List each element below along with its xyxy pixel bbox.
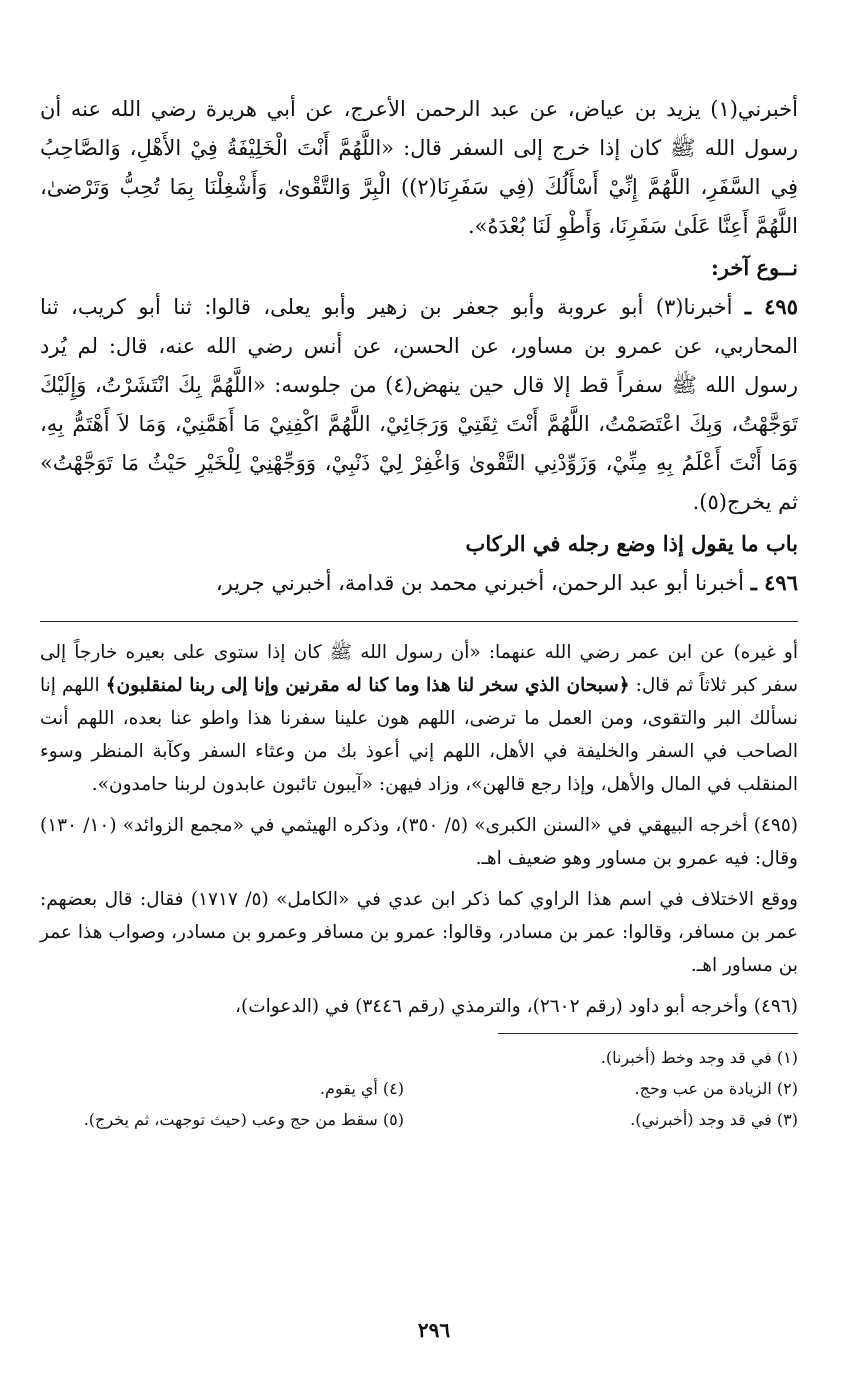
note-text: اللهم إنا نسألك البر والتقوى، ومن العمل ما ترضى، اللهم هون علينا سفرنا هذا واطو عنا بعده، اللهم أنت الصاحب في السفر والخليفة في الأهل، اللهم إني أعوذ بك من وعثاء السفر وكآبة المنظر وسوء المنقلب في المال والأهل، وإذا رجع قالهن»، وزاد فيهن: «آيبون تائبون عابدون لربنا حامدون». bbox=[40, 675, 798, 795]
commentary-notes bbox=[40, 636, 798, 1023]
hadith-495 bbox=[40, 287, 798, 522]
note-495-extra: ووقع الاختلاف في اسم هذا الراوي كما ذكر ابن عدي في «الكامل» (٥/ ١٧١٧) فقال: قال بعضهم: عمر بن مسافر، وقالوا: عمر بن مسادر، وقالوا: عمرو بن مسافر وعمرو بن مسادر، وصواب هذا عمر بن مساور اهـ. bbox=[40, 889, 798, 976]
footnotes-divider bbox=[498, 1033, 798, 1034]
page-content bbox=[40, 90, 798, 1135]
footnote-1: (١) في قد وجد وخط (أخبرنا). bbox=[600, 1048, 798, 1067]
note-text: أو غيره) عن ابن عمر رضي الله عنهما: «أن رسول الله ﷺ كان إذا ستوى على بعيره خارجاً إلى سفر كبر ثلاثاً ثم قال: bbox=[40, 642, 798, 696]
note-496: (٤٩٦) وأخرجه أبو داود (رقم ٢٦٠٢)، والترمذي (رقم ٣٤٤٦) في (الدعوات)، bbox=[235, 996, 798, 1017]
footnote-2: (٢) الزيادة من عب وحج. bbox=[634, 1079, 798, 1098]
note-continued bbox=[40, 636, 798, 801]
hadith-text: أخبرنا أبو عبد الرحمن، أخبرني محمد بن قدامة، أخبرني جرير، bbox=[215, 571, 744, 595]
footnotes bbox=[40, 1042, 798, 1135]
hadith-text: أخبرنا(٣) أبو عروبة وأبو جعفر بن زهير وأبو يعلى، قالوا: ثنا أبو كريب، ثنا المحاربي، عن عمرو بن مساور، عن الحسن، عن أنس رضي الله عنه، قال: لم يُرد رسول الله ﷺ سفراً قط إلا قال حين ينهض(٤) من جلوسه: «اللَّهُمَّ بِكَ انْتَشَرْتُ، وَإِلَيْكَ تَوَجَّهْتُ، وَبِكَ اعْتَصَمْتُ، اللَّهُمَّ أَنْتَ ثِقَتِيْ وَرَجَائِيْ، اللَّهُمَّ اكْفِنِيْ مَا أَهَمَّنِيْ، وَمَا لاَ أَهْتَمُّ بِهِ، وَمَا أَنْتَ أَعْلَمُ بِهِ مِنِّيْ، وَزَوِّدْنِي التَّقْوىٰ وَاغْفِرْ لِيْ ذَنْبِيْ، وَوَجِّهْنِيْ لِلْخَيْرِ حَيْثُ مَا تَوَجَّهْتُ» ثم يخرج(٥). bbox=[40, 295, 799, 514]
footnote-5: (٥) سقط من حج وعب (حيث توجهت، ثم يخرج). bbox=[83, 1110, 404, 1129]
page-number: ٢٩٦ bbox=[417, 1318, 451, 1342]
hadith-496 bbox=[40, 563, 798, 603]
main-text bbox=[40, 90, 798, 603]
hadith-number: ٤٩٦ ـ bbox=[750, 570, 798, 595]
note-495: (٤٩٥) أخرجه البيهقي في «السنن الكبرى» (٥/ ٣٥٠)، وذكره الهيثمي في «مجمع الزوائد» (١٠/ ١٣٠) وقال: فيه عمرو بن مساور وهو ضعيف اهـ. bbox=[40, 815, 798, 869]
chapter-title: باب ما يقول إذا وضع رجله في الركاب bbox=[465, 531, 798, 556]
footnote-4: (٤) أي يقوم. bbox=[319, 1079, 404, 1098]
footnote-3: (٣) في قد وجد (أخبرني). bbox=[630, 1110, 798, 1129]
notes-divider bbox=[40, 621, 798, 622]
subheading: نــوع آخر: bbox=[711, 255, 798, 280]
paragraph-1: أخبرني(١) يزيد بن عياض، عن عبد الرحمن الأعرج، عن أبي هريرة رضي الله عنه أن رسول الله ﷺ كان إذا خرج إلى السفر قال: «اللَّهُمَّ أَنْتَ الْخَلِيْفَةُ فِيْ الأَهْلِ، وَالصَّاحِبُ فِي السَّفَرِ، اللَّهُمَّ إِنِّيْ أَسْأَلُكَ (فِي سَفَرِنَا(٢)) الْبِرَّ وَالتَّقْوىٰ، وَأَشْغِلْنَا بِمَا تُحِبُّ وَتَرْضىٰ، اللَّهُمَّ أَعِنَّا عَلَىٰ سَفَرِنَا، وَأَطْوِ لَنَا بُعْدَهُ». bbox=[40, 97, 798, 238]
quran-verse: ﴿سبحان الذي سخر لنا هذا وما كنا له مقرنين وإنا إلى ربنا لمنقلبون﴾ bbox=[105, 675, 630, 696]
hadith-number: ٤٩٥ ـ bbox=[744, 294, 798, 319]
